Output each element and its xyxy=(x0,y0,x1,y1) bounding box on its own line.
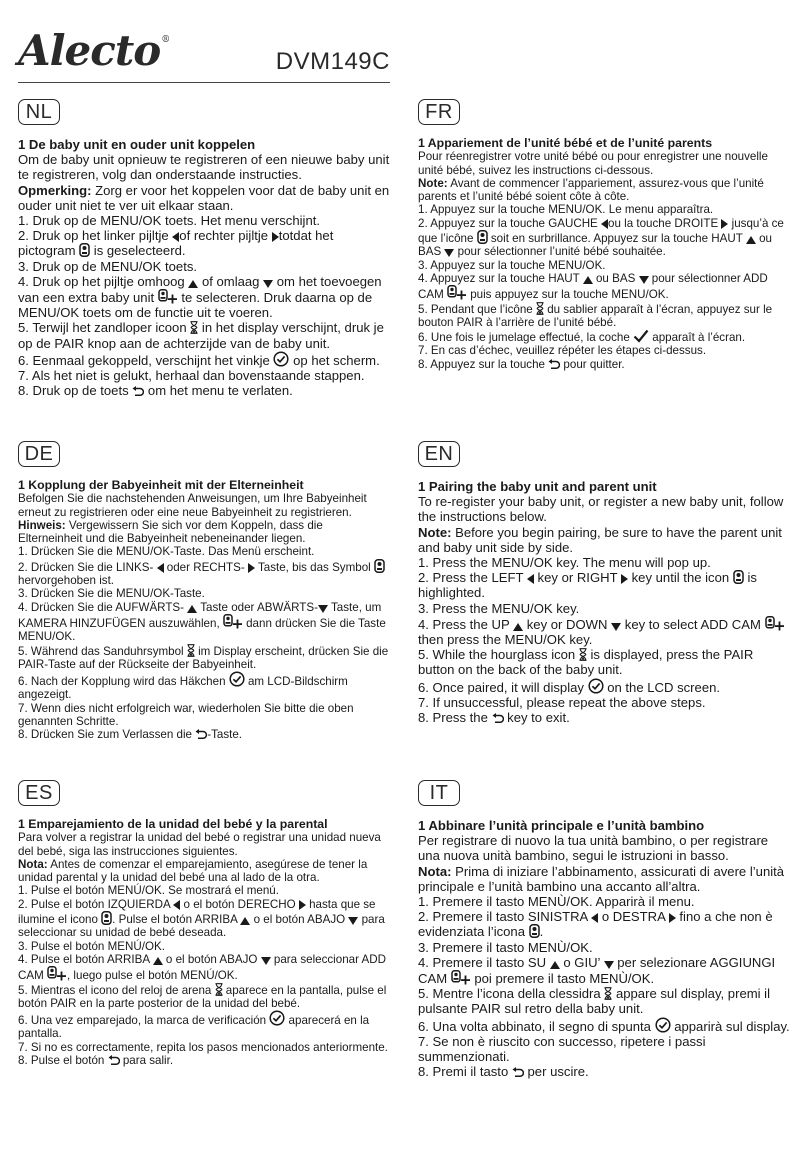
up-arrow-icon xyxy=(187,605,197,613)
step-4 xyxy=(418,272,790,302)
step-text: jusqu’à ce que l’icône xyxy=(418,216,784,246)
step-6 xyxy=(18,1010,390,1041)
step-text: 4. Druk op het pijltje omhoog xyxy=(18,273,189,289)
step-text: is displayed, press the PAIR button on the back of the baby unit. xyxy=(418,647,754,678)
section-en xyxy=(418,441,790,725)
language-badge-en: EN xyxy=(418,441,460,467)
step-1: 1. Drücken Sie die MENU/OK-Taste. Das Menü erscheint. xyxy=(18,545,315,559)
step-5 xyxy=(18,320,390,350)
step-text: 2. Druk op het linker pijltje xyxy=(18,228,173,244)
add-camera-icon xyxy=(47,966,67,981)
back-arrow-icon xyxy=(492,713,504,724)
step-text: aparecerá en la pantalla. xyxy=(18,1014,370,1041)
step-text: fino a che non è evidenziata l’icona xyxy=(418,909,773,940)
step-text: in het display verschijnt, druk je op de PAIR knop aan de achterzijde van de baby unit. xyxy=(18,320,384,351)
down-arrow-icon xyxy=(348,917,358,925)
step-text: , luego pulse el botón MENÚ/OK. xyxy=(66,969,238,983)
step-text: poi premere il tasto MENÙ/OK. xyxy=(470,971,655,987)
step-text: . Pulse el botón ARRIBA xyxy=(112,913,241,927)
step-text: 5. Mentre l’icona della clessidra xyxy=(418,986,605,1002)
step-text: o el botón ABAJO xyxy=(250,913,349,927)
step-3: 3. Press the MENU/OK key. xyxy=(418,600,580,616)
step-text: 8. Pulse el botón xyxy=(18,1054,108,1068)
right-arrow-icon xyxy=(299,900,306,910)
section-title: 1 Kopplung der Babyeinheit mit der Elterneinheit xyxy=(18,478,304,492)
step-text: o DESTRA xyxy=(598,909,669,925)
step-7: 7. If unsuccessful, please repeat the above steps. xyxy=(418,694,706,710)
step-4 xyxy=(18,274,390,321)
step-8 xyxy=(18,728,390,741)
back-arrow-icon xyxy=(195,729,207,740)
checkmark-icon xyxy=(633,329,649,343)
back-arrow-icon xyxy=(548,359,560,370)
step-text: ou BAS xyxy=(418,232,772,259)
add-camera-icon xyxy=(765,616,785,631)
step-text: 8. Druk op de toets xyxy=(18,383,133,399)
intro-text: Befolgen Sie die nachstehenden Anweisungen, um Ihre Babyeinheit erneut zu registrieren oder eine neue Babyeinheit zu registrieren. xyxy=(18,492,367,519)
step-2 xyxy=(18,228,390,258)
hourglass-icon xyxy=(215,983,223,996)
note-label: Opmerking: xyxy=(18,182,92,198)
step-text: im Display erscheint, drücken Sie die PAIR-Taste auf der Rückseite der Babyeinheit. xyxy=(18,644,389,671)
step-text: pour sélectionner l’unité bébé souhaitée. xyxy=(454,245,666,259)
step-text: om het menu te verlaten. xyxy=(144,383,293,399)
step-text: o el botón DERECHO xyxy=(180,897,299,911)
step-text: puis appuyez sur la touche MENU/OK. xyxy=(466,288,669,302)
step-text: key to exit. xyxy=(503,710,570,726)
step-1: 1. Pulse el botón MENÚ/OK. Se mostrará el menú. xyxy=(18,884,279,898)
step-5 xyxy=(18,644,390,672)
step-text: 6. Una vez emparejado, la marca de verificación xyxy=(18,1014,270,1028)
checkmark-circle-icon xyxy=(588,678,604,694)
down-arrow-icon xyxy=(611,623,621,631)
back-arrow-icon xyxy=(132,386,144,397)
step-text: per selezionare AGGIUNGI CAM xyxy=(418,954,776,987)
step-5 xyxy=(18,983,390,1011)
registered-mark: ® xyxy=(161,35,170,45)
down-arrow-icon xyxy=(263,280,273,288)
checkmark-circle-icon xyxy=(655,1017,671,1033)
step-text: pour sélectionner ADD CAM xyxy=(418,271,768,302)
step-2 xyxy=(418,909,790,939)
brand-name: Alecto xyxy=(18,26,161,75)
right-arrow-icon xyxy=(669,913,676,923)
step-text: 2. Press the LEFT xyxy=(418,570,527,586)
step-text: 2. Appuyez sur la touche GAUCHE xyxy=(418,216,602,230)
up-arrow-icon xyxy=(746,236,756,244)
note-text xyxy=(18,519,390,546)
step-8 xyxy=(18,1054,390,1067)
note-label: Note: xyxy=(418,176,448,190)
step-3: 3. Drücken Sie die MENU/OK-Taste. xyxy=(18,587,205,601)
step-text: of rechter pijltje xyxy=(179,228,272,244)
step-text: key until the icon xyxy=(628,570,733,586)
step-text: 8. Appuyez sur la touche xyxy=(418,357,549,371)
step-5 xyxy=(418,986,790,1016)
step-text: am LCD-Bildschirm angezeigt. xyxy=(18,675,348,702)
section-it xyxy=(418,780,790,1079)
step-text: appare sul display, premi il pulsante PAIR sul retro della baby unit. xyxy=(418,986,770,1017)
step-2 xyxy=(418,570,790,600)
step-7: 7. Si no es correctamente, repita los pasos mencionados anteriormente. xyxy=(18,1040,388,1054)
section-nl xyxy=(18,99,390,398)
hourglass-icon xyxy=(536,302,544,315)
up-arrow-icon xyxy=(583,276,593,284)
right-arrow-icon xyxy=(621,574,628,584)
instructions-body xyxy=(418,494,790,725)
checkmark-circle-icon xyxy=(269,1010,285,1026)
add-camera-icon xyxy=(447,285,467,300)
step-text: totdat het pictogram xyxy=(18,228,334,259)
step-text: 8. Press the xyxy=(418,710,492,726)
note-body: Avant de commencer l’appariement, assurez-vous que l’unité parents et l’unité bébé soient côte à côte. xyxy=(418,176,764,204)
baby-unit-icon xyxy=(79,243,90,257)
step-text: key or DOWN xyxy=(523,616,612,632)
step-4 xyxy=(418,616,790,647)
baby-unit-icon xyxy=(374,559,385,573)
step-text: key to select ADD CAM xyxy=(621,616,765,632)
down-arrow-icon xyxy=(261,957,271,965)
step-text: para seleccionar su unidad de bebé deseada. xyxy=(18,913,385,940)
step-text: per uscire. xyxy=(523,1064,589,1080)
up-arrow-icon xyxy=(550,961,560,969)
baby-unit-icon xyxy=(529,924,540,938)
step-8 xyxy=(418,1064,790,1079)
step-text: 2. Pulse el botón IZQUIERDA xyxy=(18,897,174,911)
step-text: 8. Premi il tasto xyxy=(418,1064,512,1080)
up-arrow-icon xyxy=(188,280,198,288)
step-text: Taste, bis das Symbol xyxy=(254,560,374,574)
instructions-body xyxy=(18,831,390,1067)
step-text: pour quitter. xyxy=(560,357,625,371)
step-text: aparece en la pantalla, pulse el botón PAIR en la parte posterior de la unidad del bebé. xyxy=(18,983,387,1010)
language-badge-it: IT xyxy=(418,780,460,806)
step-text: hasta que se ilumine el icono xyxy=(18,897,376,927)
step-text: 4. Pulse el botón ARRIBA xyxy=(18,952,153,966)
step-text: para salir. xyxy=(119,1054,174,1068)
step-text: o GIU’ xyxy=(559,954,604,970)
step-text: dann drücken Sie die Taste MENU/OK. xyxy=(18,616,386,644)
section-fr xyxy=(418,99,790,371)
intro-text: Per registrare di nuovo la tua unità bambino, o per registrare una nuova unità bambino, segui le istruzioni in basso. xyxy=(418,833,769,864)
note-label: Hinweis: xyxy=(18,518,66,532)
step-4 xyxy=(18,953,390,983)
step-text: op het scherm. xyxy=(289,352,380,368)
language-badge-nl: NL xyxy=(18,99,60,125)
section-title: 1 Emparejamiento de la unidad del bebé y la parental xyxy=(18,817,328,831)
step-2 xyxy=(18,559,390,588)
step-text: is highlighted. xyxy=(418,570,757,601)
intro-text: Om de baby unit opnieuw te registreren of een nieuwe baby unit te registreren, volg dan onderstaande instructies. xyxy=(18,152,390,183)
step-1: 1. Druk op de MENU/OK toets. Het menu verschijnt. xyxy=(18,213,321,229)
note-text xyxy=(18,858,390,885)
step-text: is geselecteerd. xyxy=(90,243,186,259)
up-arrow-icon xyxy=(153,957,163,965)
step-3: 3. Druk op de MENU/OK toets. xyxy=(18,258,198,274)
down-arrow-icon xyxy=(444,249,454,257)
section-title: 1 De baby unit en ouder unit koppelen xyxy=(18,137,256,152)
note-label: Note: xyxy=(418,524,452,540)
step-text: key or RIGHT xyxy=(533,570,621,586)
step-7: 7. En cas d’échec, veuillez répéter les étapes ci-dessus. xyxy=(418,344,707,358)
step-1: 1. Press the MENU/OK key. The menu will pop up. xyxy=(418,555,711,571)
note-text xyxy=(18,183,390,213)
note-text xyxy=(418,864,790,894)
instructions-body xyxy=(18,492,390,741)
baby-unit-icon xyxy=(477,230,488,244)
language-badge-fr: FR xyxy=(418,99,460,125)
instructions-body xyxy=(418,833,790,1079)
left-arrow-icon xyxy=(601,219,608,229)
note-label: Nota: xyxy=(18,857,48,871)
step-text: ou BAS xyxy=(592,271,639,285)
step-8 xyxy=(18,383,390,398)
step-7: 7. Als het niet is gelukt, herhaal dan bovenstaande stappen. xyxy=(18,368,365,384)
instructions-body xyxy=(418,150,790,371)
step-text: para seleccionar ADD CAM xyxy=(18,952,387,983)
step-7: 7. Se non è riuscito con successo, ripetere i passi summenzionati. xyxy=(418,1033,706,1065)
language-badge-de: DE xyxy=(18,441,60,467)
note-body: Prima di iniziare l’abbinamento, assicurati di avere l’unità principale e l’unità bambino una accanto all’altra. xyxy=(418,863,785,894)
note-body: Zorg er voor het koppelen voor dat de baby unit en ouder unit niet te ver uit elkaar staan. xyxy=(18,182,390,213)
intro-text: Para volver a registrar la unidad del bebé o registrar una unidad nueva del bebé, siga las instrucciones siguientes. xyxy=(18,831,381,858)
baby-unit-icon xyxy=(101,911,112,925)
step-text: on the LCD screen. xyxy=(603,679,721,695)
step-1: 1. Appuyez sur la touche MENU/OK. Le menu apparaîtra. xyxy=(418,203,714,217)
left-arrow-icon xyxy=(527,574,534,584)
step-text: apparirà sul display. xyxy=(670,1018,790,1034)
model-number: DVM149C xyxy=(275,48,390,75)
step-text: 2. Premere il tasto SINISTRA xyxy=(418,909,592,925)
instructions-body xyxy=(18,152,390,398)
step-text: 5. Während das Sanduhrsymbol xyxy=(18,644,187,658)
step-text: o el botón ABAJO xyxy=(162,952,261,966)
note-body: Vergewissern Sie sich vor dem Koppeln, dass die Elterneinheit und die Babyeinheit nebeneinander liegen. xyxy=(18,518,323,546)
up-arrow-icon xyxy=(513,623,523,631)
section-title: 1 Pairing the baby unit and parent unit xyxy=(418,479,657,494)
step-6 xyxy=(418,678,790,695)
note-body: Before you begin pairing, be sure to have the parent unit and baby unit side by side. xyxy=(418,524,782,555)
back-arrow-icon xyxy=(108,1055,120,1066)
left-arrow-icon xyxy=(157,563,164,573)
down-arrow-icon xyxy=(318,605,328,613)
step-text: soit en surbrillance. Appuyez sur la touche HAUT xyxy=(487,232,746,246)
step-text: 4. Premere il tasto SU xyxy=(418,954,550,970)
step-2 xyxy=(18,898,390,940)
step-text: hervorgehoben ist. xyxy=(18,574,115,588)
step-text: Taste oder ABWÄRTS- xyxy=(197,600,318,614)
hourglass-icon xyxy=(187,644,195,657)
add-camera-icon xyxy=(158,289,178,304)
step-text: 4. Appuyez sur la touche HAUT xyxy=(418,271,583,285)
add-camera-icon xyxy=(451,970,471,985)
baby-unit-icon xyxy=(733,570,744,584)
step-text: -Taste. xyxy=(207,728,243,742)
step-text: 6. Once paired, it will display xyxy=(418,679,588,695)
step-8 xyxy=(418,710,790,725)
step-text: du sablier apparaît à l’écran, appuyez sur le bouton PAIR à l’arrière de l’unité bébé. xyxy=(418,302,773,329)
step-text: 5. While the hourglass icon xyxy=(418,647,579,663)
step-text: 6. Une fois le jumelage effectué, la coche xyxy=(418,331,634,345)
section-es xyxy=(18,780,390,1067)
down-arrow-icon xyxy=(604,961,614,969)
note-text xyxy=(418,177,790,204)
step-text: then press the MENU/OK key. xyxy=(418,632,593,648)
step-text: ou la touche DROITE xyxy=(608,216,722,230)
step-text: te selecteren. Druk daarna op de MENU/OK toets om de functie uit te voeren. xyxy=(18,290,373,321)
step-6 xyxy=(18,671,390,702)
step-6 xyxy=(418,329,790,344)
hourglass-icon xyxy=(579,648,587,661)
step-text: 2. Drücken Sie die LINKS- xyxy=(18,560,157,574)
down-arrow-icon xyxy=(639,276,649,284)
step-text: 5. Pendant que l’icône xyxy=(418,302,536,316)
section-title: 1 Appariement de l’unité bébé et de l’unité parents xyxy=(418,136,713,150)
step-text: 4. Drücken Sie die AUFWÄRTS- xyxy=(18,600,188,614)
step-text: oder RECHTS- xyxy=(163,560,248,574)
note-text xyxy=(418,525,790,555)
language-badge-es: ES xyxy=(18,780,60,806)
back-arrow-icon xyxy=(512,1067,524,1078)
step-6 xyxy=(418,1017,790,1034)
intro-text: To re-register your baby unit, or register a new baby unit, follow the instructions below. xyxy=(418,494,784,525)
step-3: 3. Pulse el botón MENÚ/OK. xyxy=(18,939,165,953)
intro-text: Pour réenregistrer votre unité bébé ou pour enregistrer une nouvelle unité bébé, suivez les instructions ci-dessous. xyxy=(418,150,768,177)
step-text: . xyxy=(539,924,544,940)
step-2 xyxy=(418,217,790,259)
step-8 xyxy=(418,358,790,371)
checkmark-circle-icon xyxy=(273,351,289,367)
right-arrow-icon xyxy=(272,232,279,242)
note-label: Nota: xyxy=(418,863,452,879)
up-arrow-icon xyxy=(240,917,250,925)
step-text: 6. Una volta abbinato, il segno di spunta xyxy=(418,1018,655,1034)
step-4 xyxy=(18,601,390,644)
step-text: 4. Press the UP xyxy=(418,616,514,632)
step-text: of omlaag xyxy=(198,273,264,289)
step-4 xyxy=(418,955,790,986)
header-divider xyxy=(18,82,390,83)
step-text: Taste, um KAMERA HINZUFÜGEN auszuwählen, xyxy=(18,600,382,630)
step-text: 6. Eenmaal gekoppeld, verschijnt het vinkje xyxy=(18,352,274,368)
step-text: apparaît à l’écran. xyxy=(649,331,746,345)
note-body: Antes de comenzar el emparejamiento, asegúrese de tener la unidad parental y la unidad del bebé una al lado de la otra. xyxy=(18,857,368,885)
step-5 xyxy=(418,647,790,677)
step-text: 5. Mientras el icono del reloj de arena xyxy=(18,983,215,997)
section-de xyxy=(18,441,390,742)
step-text: om het toevoegen van een extra baby unit xyxy=(18,273,382,306)
right-arrow-icon xyxy=(248,563,255,573)
step-text: 5. Terwijl het zandloper icoon xyxy=(18,320,191,336)
step-3: 3. Premere il tasto MENÙ/OK. xyxy=(418,939,593,955)
step-text: 8. Drücken Sie zum Verlassen die xyxy=(18,728,196,742)
checkmark-circle-icon xyxy=(229,671,245,687)
step-3: 3. Appuyez sur la touche MENU/OK. xyxy=(418,258,606,272)
step-5 xyxy=(418,302,790,330)
step-1: 1. Premere il tasto MENÙ/OK. Apparirà il menu. xyxy=(418,894,695,910)
alecto-logo xyxy=(18,26,170,75)
add-camera-icon xyxy=(223,614,243,629)
step-text: 6. Nach der Kopplung wird das Häkchen xyxy=(18,675,229,689)
step-6 xyxy=(18,351,390,368)
step-7: 7. Wenn dies nicht erfolgreich war, wiederholen Sie bitte die oben genannten Schritte. xyxy=(18,701,354,729)
section-title: 1 Abbinare l’unità principale e l’unità bambino xyxy=(418,818,705,833)
